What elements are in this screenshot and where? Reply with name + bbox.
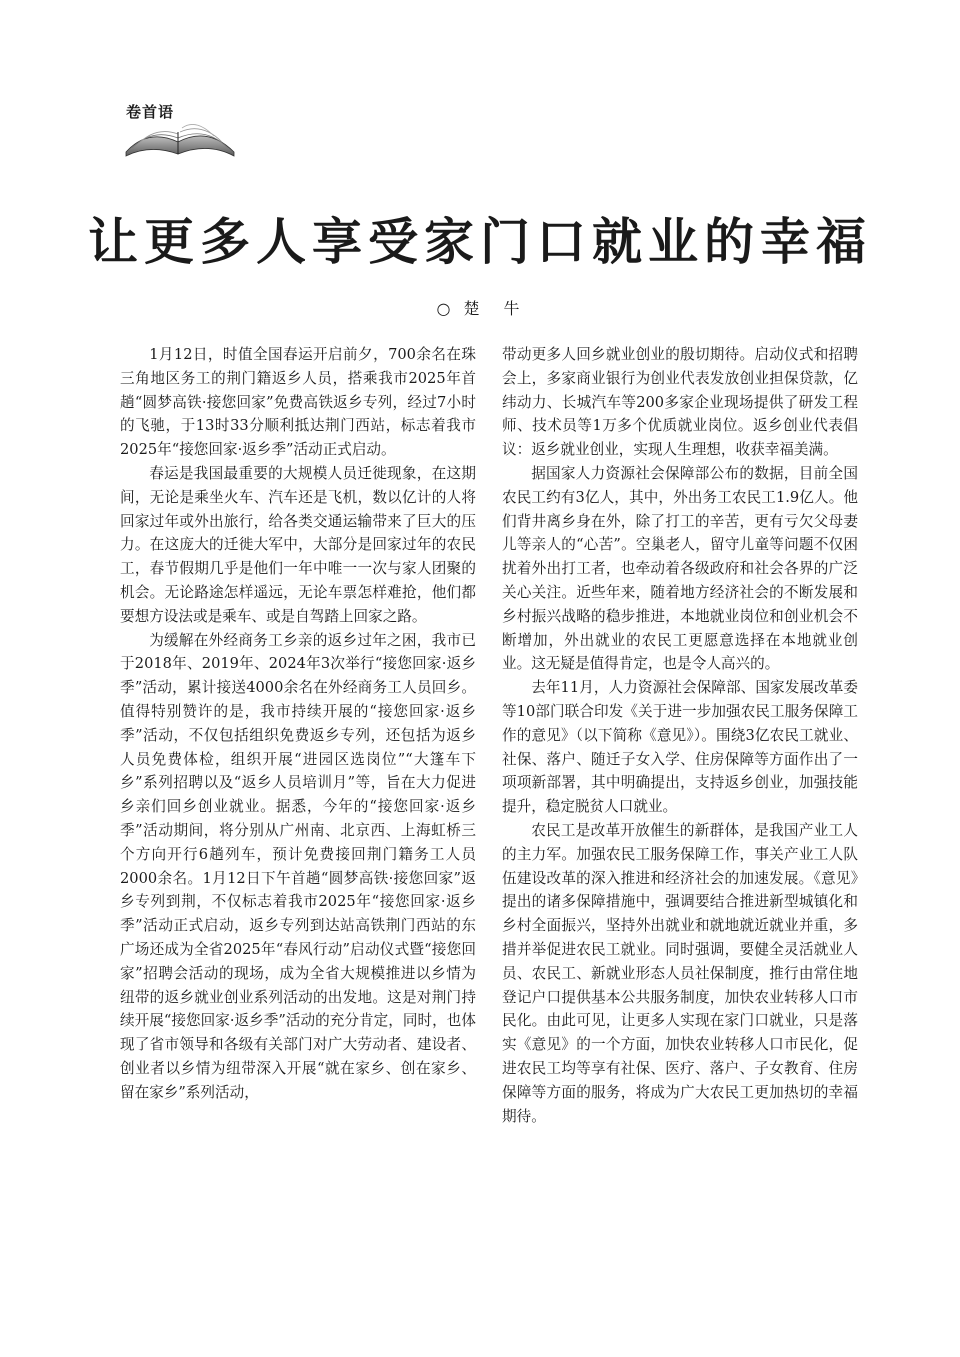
article-left-column xyxy=(120,343,476,1105)
paragraph: 农民工是改革开放催生的新群体，是我国产业工人的主力军。加强农民工服务保障工作，事关产业工人队伍建设改革的深入推进和经济社会的加速发展。《意见》提出的诸多保障措施中，强调要结合推进新型城镇化和乡村全面振兴，坚持外出就业和就地就近就业并重，多措并举促进农民工就业。同时强调，要健全灵活就业人员、农民工、新就业形态人员社保制度，推行由常住地登记户口提供基本公共服务制度，加快农业转移人口市民化。由此可见，让更多人实现在家门口就业，只是落实《意见》的一个方面，加快农业转移人口市民化，促进农民工均等享有社保、医疗、落户、子女教育、住房保障等方面的服务，将成为广大农民工更加热切的幸福期待。 xyxy=(502,821,858,1125)
article-title: 让更多人享受家门口就业的幸福 xyxy=(88,212,872,271)
paragraph: 春运是我国最重要的大规模人员迁徙现象，在这期间，无论是乘坐火车、汽车还是飞机，数以亿计的人将回家过年或外出旅行，给各类交通运输带来了巨大的压力。在这庞大的迁徙大军中，大部分是回家过年的农民工，春节假期几乎是他们一年中唯一一次与家人团聚的机会。无论路途怎样遥远，无论车票怎样难抢，他们都要想方设法或是乘车、或是自驾踏上回家之路。 xyxy=(120,464,476,625)
article-author: ○ 楚 牛 xyxy=(436,299,524,318)
paragraph: 去年11月，人力资源社会保障部、国家发展改革委等10部门联合印发《关于进一步加强农民工服务保障工作的意见》（以下简称《意见》）。围绕3亿农民工就业、社保、落户、随迁子女入学、住房保障等方面作出了一项项新部署，其中明确提出，支持返乡创业，加强技能提升，稳定脱贫人口就业。 xyxy=(502,679,858,816)
paragraph: 据国家人力资源社会保障部公布的数据，目前全国农民工约有3亿人，其中，外出务工农民工1.9亿人。他们背井离乡身在外，除了打工的辛苦，更有亏欠父母妻儿等亲人的“心苦”。空巢老人，留守儿童等问题不仅困扰着外出打工者，也牵动着各级政府和社会各界的广泛关心关注。近些年来，随着地方经济社会的不断发展和乡村振兴战略的稳步推进，本地就业岗位和创业机会不断增加，外出就业的农民工更愿意选择在本地就业创业。这无疑是值得肯定，也是令人高兴的。 xyxy=(502,464,858,673)
paragraph: 为缓解在外经商务工乡亲的返乡过年之困，我市已于2018年、2019年、2024年3次举行“接您回家·返乡季”活动，累计接送4000余名在外经商务工人员回乡。值得特别赞许的是，我市持续开展的“接您回家·返乡季”活动，不仅包括组织免费返乡专列，还包括为返乡人员免费体检，组织开展“进园区选岗位”“大篷车下乡”系列招聘以及“返乡人员培训月”等，旨在大力促进乡亲们回乡创业就业。据悉，今年的“接您回家·返乡季”活动期间，将分别从广州南、北京西、上海虹桥三个方向开行6趟列车，预计免费接回荆门籍务工人员2000余名。1月12日下午首趟“圆梦高铁·接您回家”返乡专列到荆，不仅标志着我市2025年“接您回家·返乡季”活动正式启动，返乡专列到达站高铁荆门西站的东广场还成为全省2025年“春风行动”启动仪式暨“接您回家”招聘会活动的现场，成为全省大规模推进以乡情为纽带的返乡就业创业系列活动的出发地。这是对荆门持续开展“接您回家·返乡季”活动的充分肯定，同时，也体现了省市领导和各级有关部门对广大劳动者、建设者、创业者以乡情为纽带深入开展“就在家乡、创在家乡、留在家乡”系列活动， xyxy=(120,631,476,1101)
article-right-column xyxy=(502,343,858,1128)
paragraph: 1月12日，时值全国春运开启前夕，700余名在珠三角地区务工的荆门籍返乡人员，搭乘我市2025年首趟“圆梦高铁·接您回家”免费高铁返乡专列，经过7小时的飞驰，于13时33分顺利抵达荆门西站，标志着我市2025年“接您回家·返乡季”活动正式启动。 xyxy=(120,346,476,459)
column-label: 卷首语 xyxy=(126,103,175,121)
paragraph-continuation: 带动更多人回乡就业创业的殷切期待。启动仪式和招聘会上，多家商业银行为创业代表发放创业担保贷款，亿纬动力、长城汽车等200多家企业现场提供了研发工程师、技术员等1万多个优质就业岗位。返乡创业代表倡议：返乡就业创业，实现人生理想，收获幸福美满。 xyxy=(502,346,858,459)
